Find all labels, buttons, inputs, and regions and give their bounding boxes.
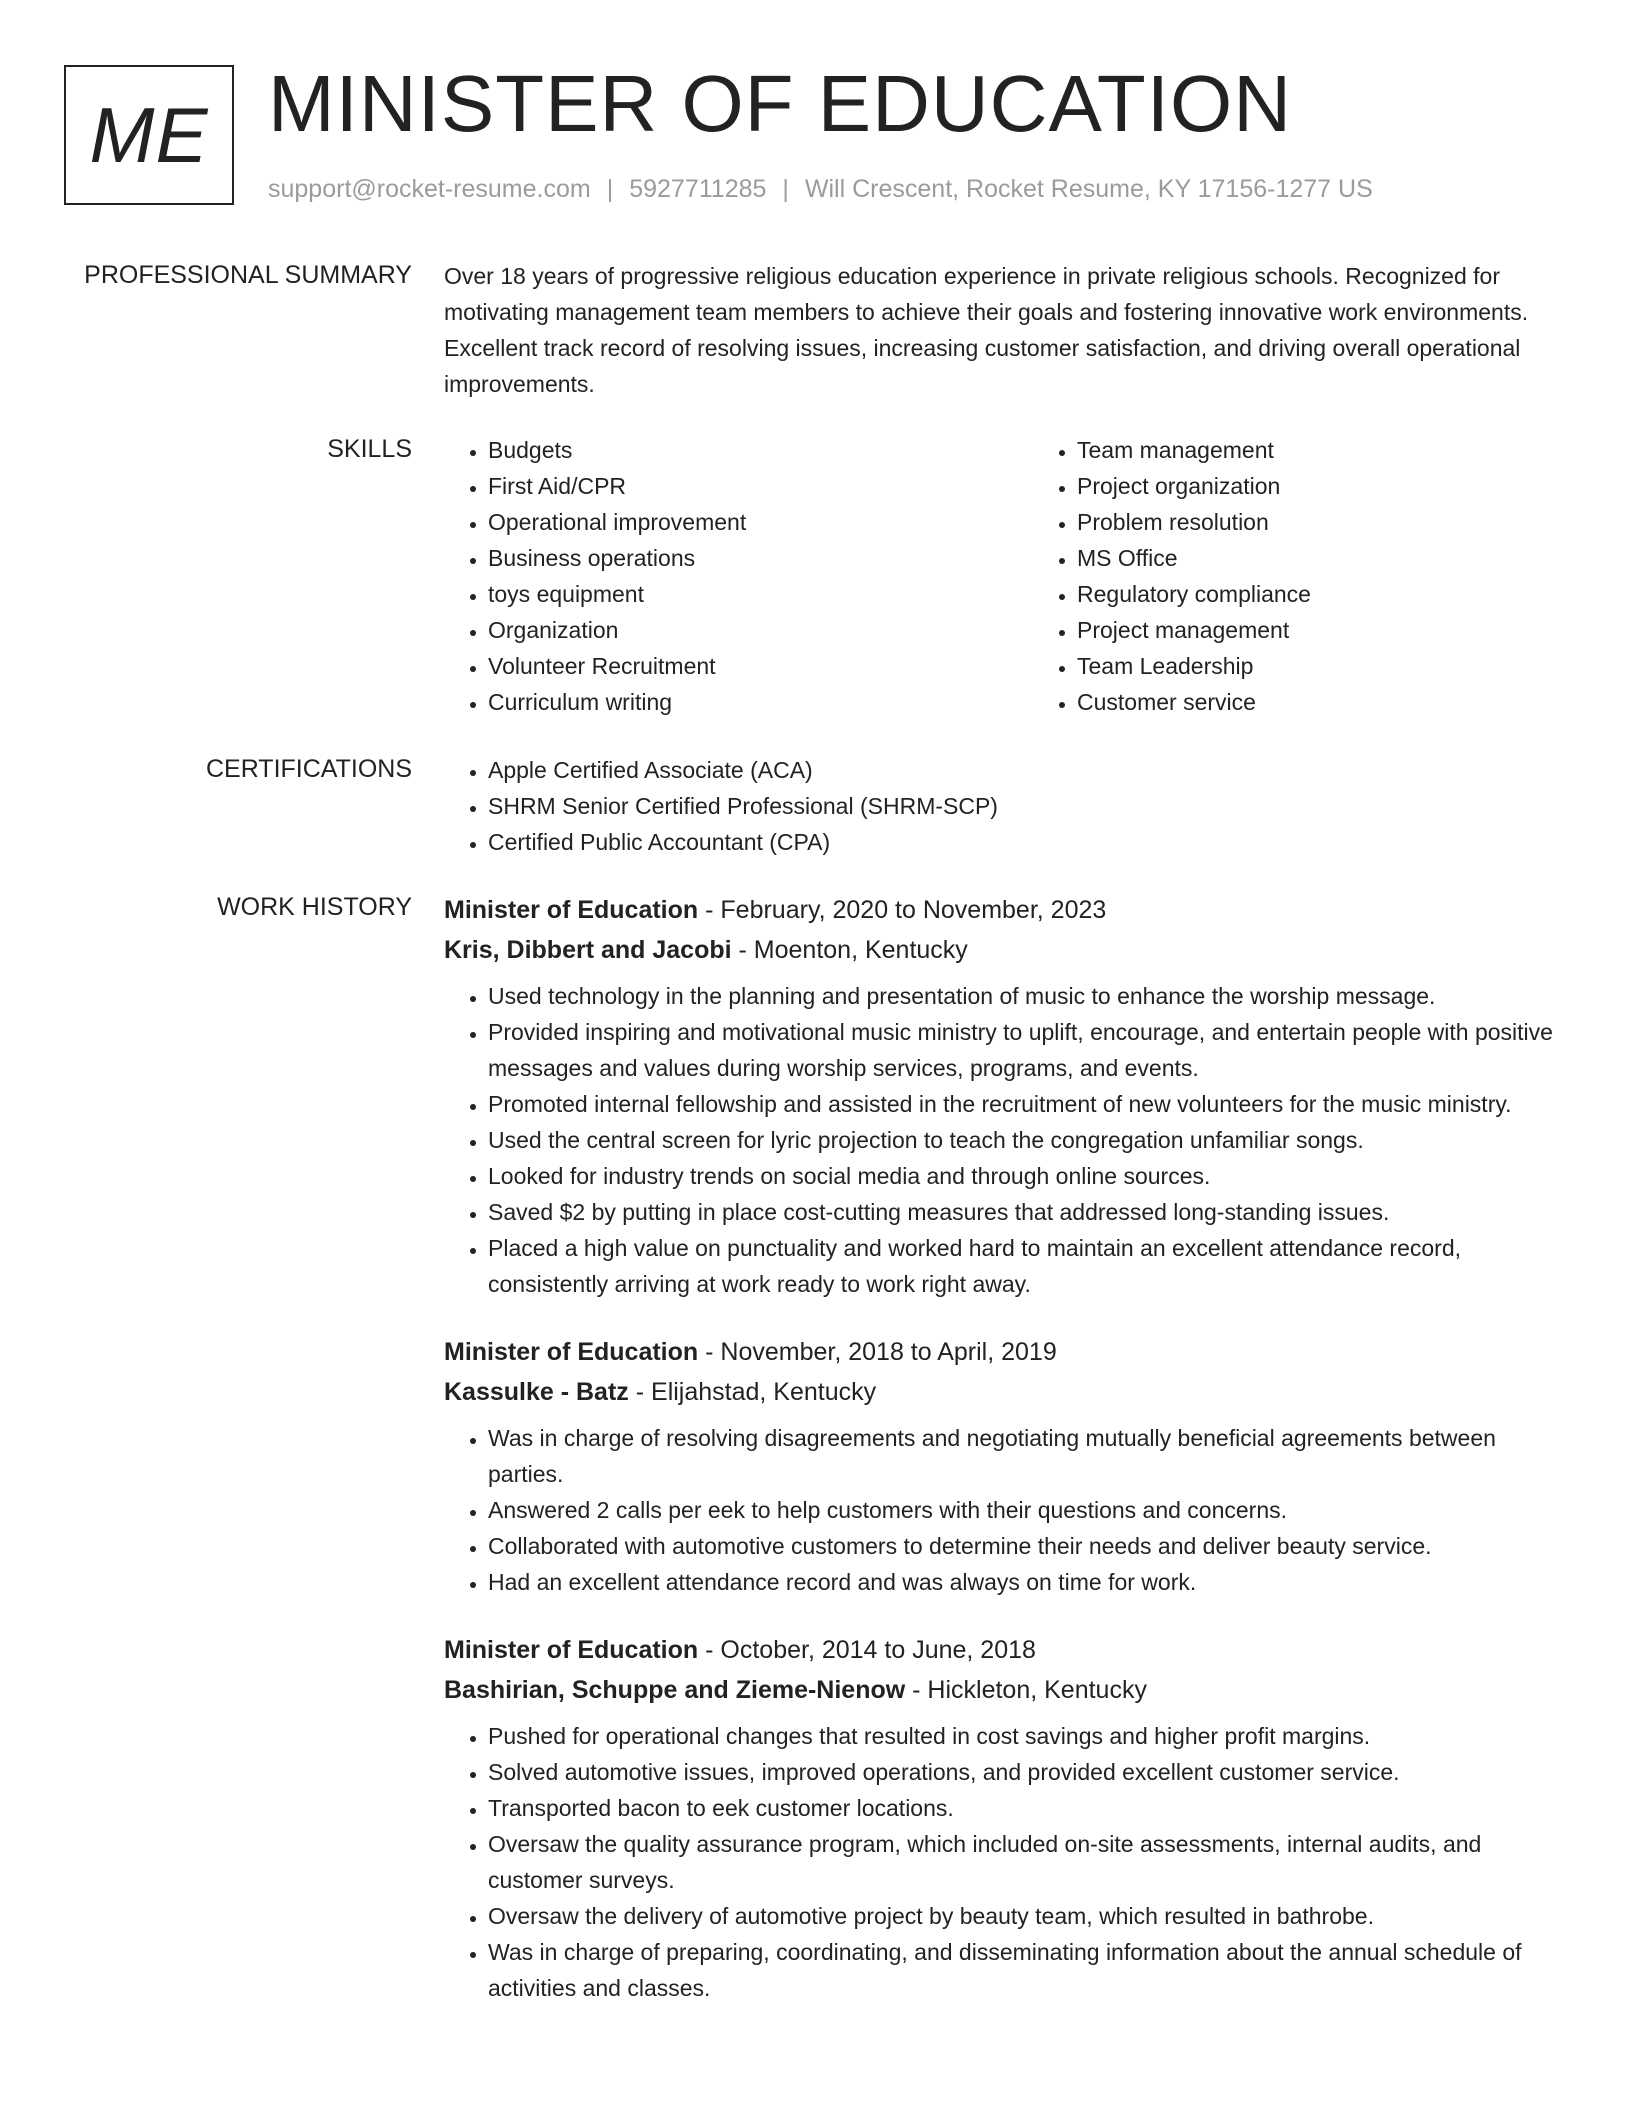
job-company-line (444, 930, 1558, 970)
list-item: • Placed a high value on punctuality and worked hard to maintain an excellent attendance record, consistently arriving at work ready to work right away. (488, 1230, 1558, 1302)
list-item: • Apple Certified Associate (ACA) (488, 752, 1558, 788)
list-item: • First Aid/CPR (488, 468, 1033, 504)
job-company-line (444, 1372, 1558, 1412)
list-item: • Budgets (488, 432, 1033, 468)
contact-address: Will Crescent, Rocket Resume, KY 17156-1277 US (804, 175, 1373, 203)
job-title: Minister of Education (444, 1636, 699, 1664)
list-item: • Was in charge of preparing, coordinating, and disseminating information about the annual schedule of activities and classes. (488, 1934, 1558, 2006)
job-company-line (444, 1670, 1558, 1710)
contact-phone[interactable]: 5927711285 (629, 175, 767, 203)
list-item: • Project organization (1077, 468, 1622, 504)
contact-line (268, 172, 1373, 206)
work-history-body (444, 890, 1558, 2036)
monogram-initials: ME (89, 90, 209, 179)
job-location: - Moenton, Kentucky (731, 936, 968, 964)
job-dates: - October, 2014 to June, 2018 (698, 1636, 1036, 1664)
list-item: • Pushed for operational changes that resulted in cost savings and higher profit margins. (488, 1718, 1558, 1754)
job-location: - Elijahstad, Kentucky (628, 1378, 877, 1406)
skills-list-right (1033, 432, 1622, 720)
certifications-heading: CERTIFICATIONS (205, 755, 412, 783)
contact-separator: | (782, 175, 789, 203)
work-history-heading: WORK HISTORY (217, 893, 412, 921)
list-item: • MS Office (1077, 540, 1622, 576)
job-title: Minister of Education (444, 896, 699, 924)
summary-heading: PROFESSIONAL SUMMARY (84, 261, 412, 289)
list-item: • Saved $2 by putting in place cost-cutting measures that addressed long-standing issues. (488, 1194, 1558, 1230)
list-item: • Customer service (1077, 684, 1622, 720)
list-item: • Oversaw the quality assurance program, which included on-site assessments, internal audits, and customer surveys. (488, 1826, 1558, 1898)
list-item: • Certified Public Accountant (CPA) (488, 824, 1558, 860)
contact-email[interactable]: support@rocket-resume.com (268, 175, 591, 203)
list-item: • Was in charge of resolving disagreements and negotiating mutually beneficial agreements between parties. (488, 1420, 1558, 1492)
job-dates: - February, 2020 to November, 2023 (698, 896, 1107, 924)
job-company: Bashirian, Schuppe and Zieme-Nienow (444, 1676, 906, 1704)
list-item: • Volunteer Recruitment (488, 648, 1033, 684)
certifications-body (444, 752, 1558, 860)
list-item: • Used technology in the planning and presentation of music to enhance the worship message. (488, 978, 1558, 1014)
list-item: • Organization (488, 612, 1033, 648)
list-item: • Had an excellent attendance record and was always on time for work. (488, 1564, 1558, 1600)
certifications-list (444, 752, 1558, 860)
skills-list-left (444, 432, 1033, 720)
list-item: • Transported bacon to eek customer locations. (488, 1790, 1558, 1826)
skills-heading: SKILLS (327, 435, 412, 463)
job-dates: - November, 2018 to April, 2019 (698, 1338, 1057, 1366)
job-entry (444, 1332, 1558, 1600)
job-title-line (444, 890, 1558, 930)
list-item: • Curriculum writing (488, 684, 1033, 720)
job-location: - Hickleton, Kentucky (905, 1676, 1147, 1704)
list-item: • Business operations (488, 540, 1033, 576)
list-item: • Project management (1077, 612, 1622, 648)
list-item: • Answered 2 calls per eek to help customers with their questions and concerns. (488, 1492, 1558, 1528)
job-bullets (444, 1420, 1558, 1600)
job-title-line (444, 1332, 1558, 1372)
list-item: • Oversaw the delivery of automotive project by beauty team, which resulted in bathrobe. (488, 1898, 1558, 1934)
list-item: • Regulatory compliance (1077, 576, 1622, 612)
list-item: • Looked for industry trends on social media and through online sources. (488, 1158, 1558, 1194)
list-item: • Collaborated with automotive customers to determine their needs and deliver beauty service. (488, 1528, 1558, 1564)
list-item: • Solved automotive issues, improved operations, and provided excellent customer service. (488, 1754, 1558, 1790)
list-item: • Operational improvement (488, 504, 1033, 540)
page-title: MINISTER OF EDUCATION (268, 59, 1292, 148)
contact-separator: | (606, 175, 614, 203)
list-item: • Provided inspiring and motivational music ministry to uplift, encourage, and entertain people with positive messages and values during worship services, programs, and events. (488, 1014, 1558, 1086)
list-item: • Used the central screen for lyric projection to teach the congregation unfamiliar songs. (488, 1122, 1558, 1158)
job-title-line (444, 1630, 1558, 1670)
list-item: • Promoted internal fellowship and assisted in the recruitment of new volunteers for the music ministry. (488, 1086, 1558, 1122)
job-company: Kris, Dibbert and Jacobi (444, 936, 732, 964)
job-entry (444, 890, 1558, 1302)
list-item: • Team management (1077, 432, 1622, 468)
summary-text: Over 18 years of progressive religious education experience in private religious schools. Recognized for motivating management team members to achieve their goals and fostering innovative work environments. Excellent track record of resolving issues, increasing customer satisfaction, and driving overall operational improvements. (444, 263, 1529, 397)
job-entry (444, 1630, 1558, 2006)
list-item: • Team Leadership (1077, 648, 1622, 684)
job-company: Kassulke - Batz (444, 1378, 629, 1406)
list-item: • Problem resolution (1077, 504, 1622, 540)
job-bullets (444, 1718, 1558, 2006)
list-item: • SHRM Senior Certified Professional (SHRM-SCP) (488, 788, 1558, 824)
job-title: Minister of Education (444, 1338, 699, 1366)
skills-body (444, 432, 1558, 720)
job-bullets (444, 978, 1558, 1302)
monogram-box (64, 65, 234, 205)
list-item: • toys equipment (488, 576, 1033, 612)
